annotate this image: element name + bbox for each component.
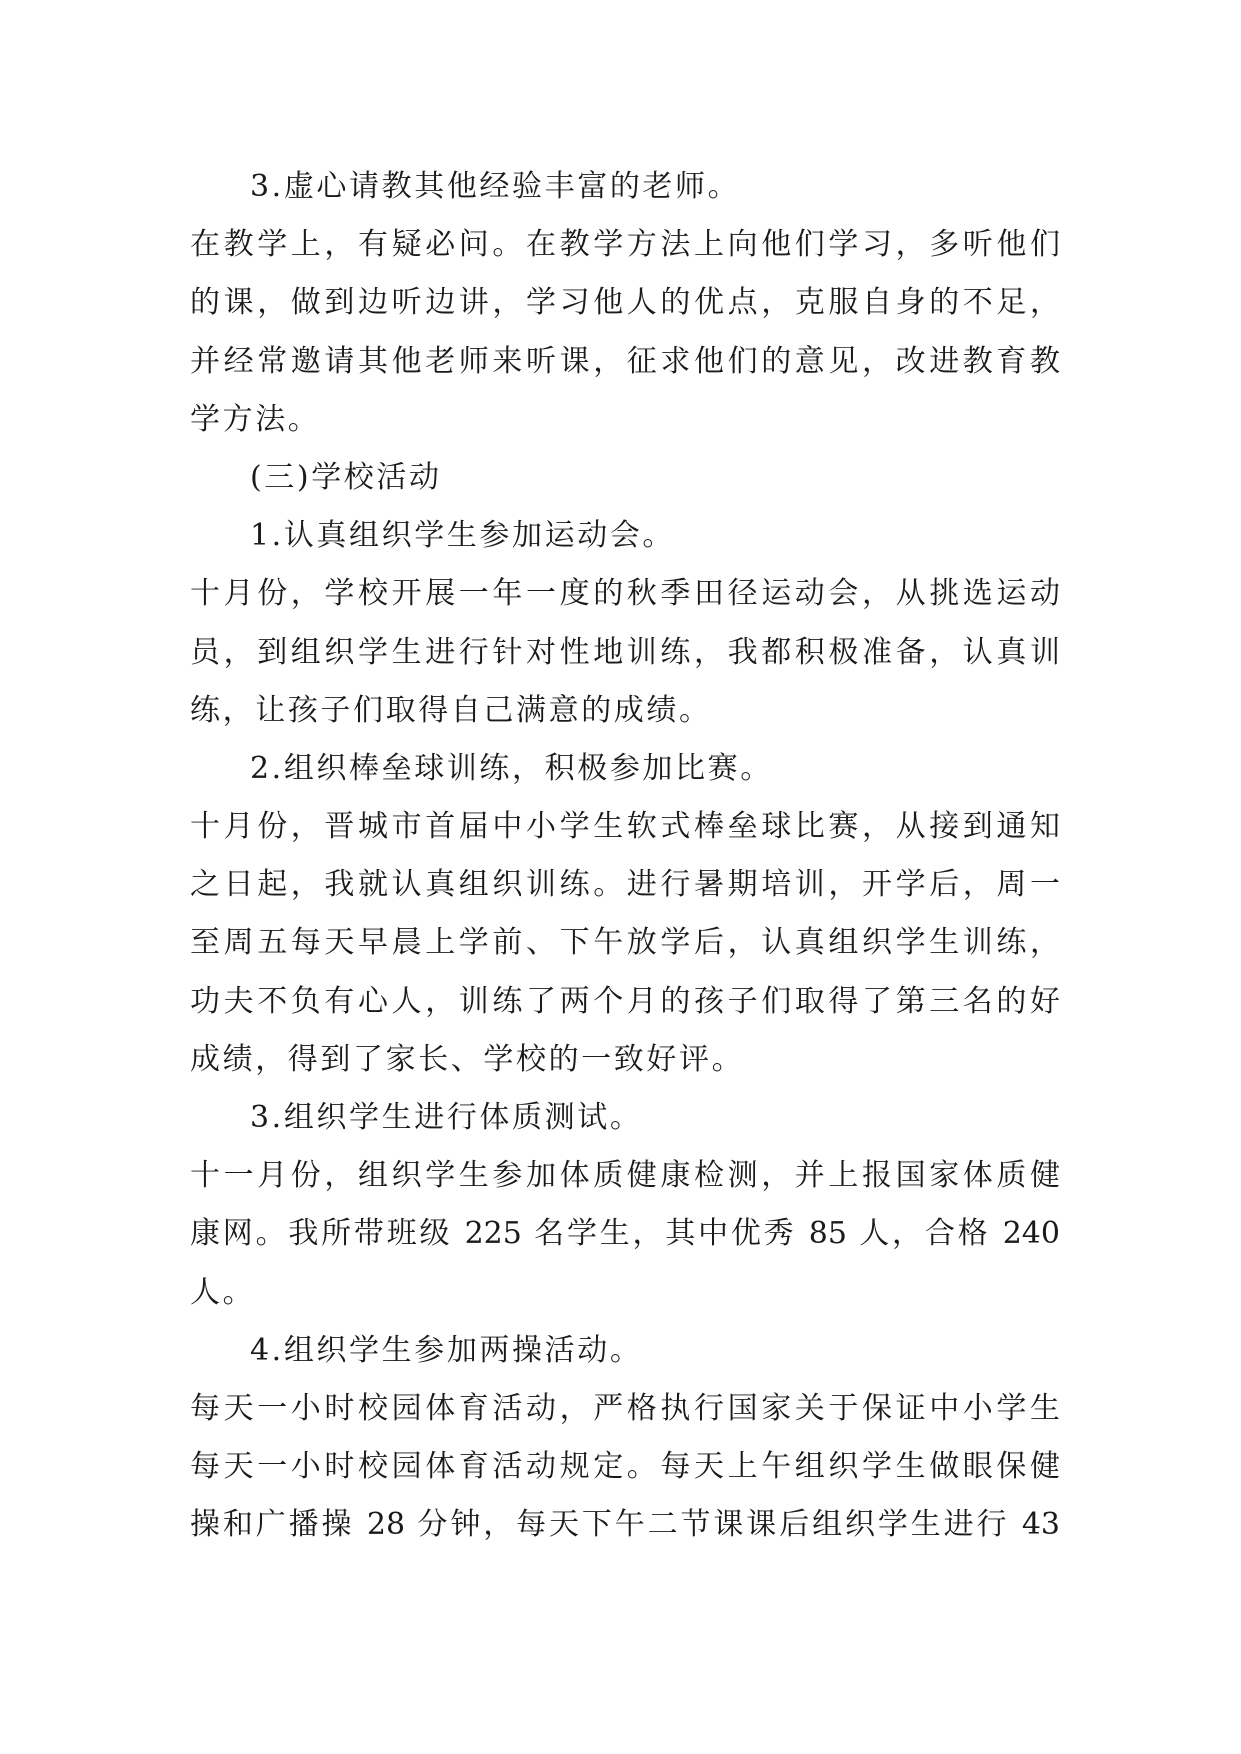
paragraph-line: 操和广播操 28 分钟，每天下午二节课课后组织学生进行 43 xyxy=(190,1507,1060,1543)
paragraph-line: 康网。我所带班级 225 名学生，其中优秀 85 人，合格 240 xyxy=(190,1216,1060,1252)
section-heading: 3.虚心请教其他经验丰富的老师。 xyxy=(250,169,741,204)
section-heading: (三)学校活动 xyxy=(250,459,442,495)
paragraph-line: 每天一小时校园体育活动，严格执行国家关于保证中小学生 xyxy=(190,1390,1060,1426)
paragraph-line: 练，让孩子们取得自己满意的成绩。 xyxy=(190,692,712,728)
paragraph-line: 十一月份，组织学生参加体质健康检测，并上报国家体质健 xyxy=(190,1158,1060,1194)
paragraph-line: 人。 xyxy=(190,1274,256,1310)
section-heading: 1.认真组织学生参加运动会。 xyxy=(250,518,676,554)
paragraph-line: 十月份，学校开展一年一度的秋季田径运动会，从挑选运动 xyxy=(190,576,1060,612)
paragraph-line: 的课，做到边听边讲，学习他人的优点，克服自身的不足， xyxy=(190,285,1060,321)
paragraph-line: 员，到组织学生进行针对性地训练，我都积极准备，认真训 xyxy=(190,634,1060,670)
paragraph-line: 之日起，我就认真组织训练。进行暑期培训，开学后，周一 xyxy=(190,867,1060,903)
section-heading: 2.组织棒垒球训练，积极参加比赛。 xyxy=(250,750,773,786)
section-heading: 3.组织学生进行体质测试。 xyxy=(250,1100,643,1135)
paragraph-line: 十月份，晋城市首届中小学生软式棒垒球比赛，从接到通知 xyxy=(190,809,1060,845)
paragraph-line: 并经常邀请其他老师来听课，征求他们的意见，改进教育教 xyxy=(190,343,1060,379)
paragraph-line: 功夫不负有心人，训练了两个月的孩子们取得了第三名的好 xyxy=(190,983,1060,1019)
paragraph-line: 每天一小时校园体育活动规定。每天上午组织学生做眼保健 xyxy=(190,1449,1060,1485)
document-body xyxy=(190,158,1060,1555)
paragraph-line: 至周五每天早晨上学前、下午放学后，认真组织学生训练， xyxy=(190,925,1060,961)
paragraph-line: 在教学上，有疑必问。在教学方法上向他们学习，多听他们 xyxy=(190,227,1060,263)
paragraph-line: 学方法。 xyxy=(190,401,321,437)
paragraph-line: 成绩，得到了家长、学校的一致好评。 xyxy=(190,1041,745,1077)
section-heading: 4.组织学生参加两操活动。 xyxy=(250,1332,643,1368)
